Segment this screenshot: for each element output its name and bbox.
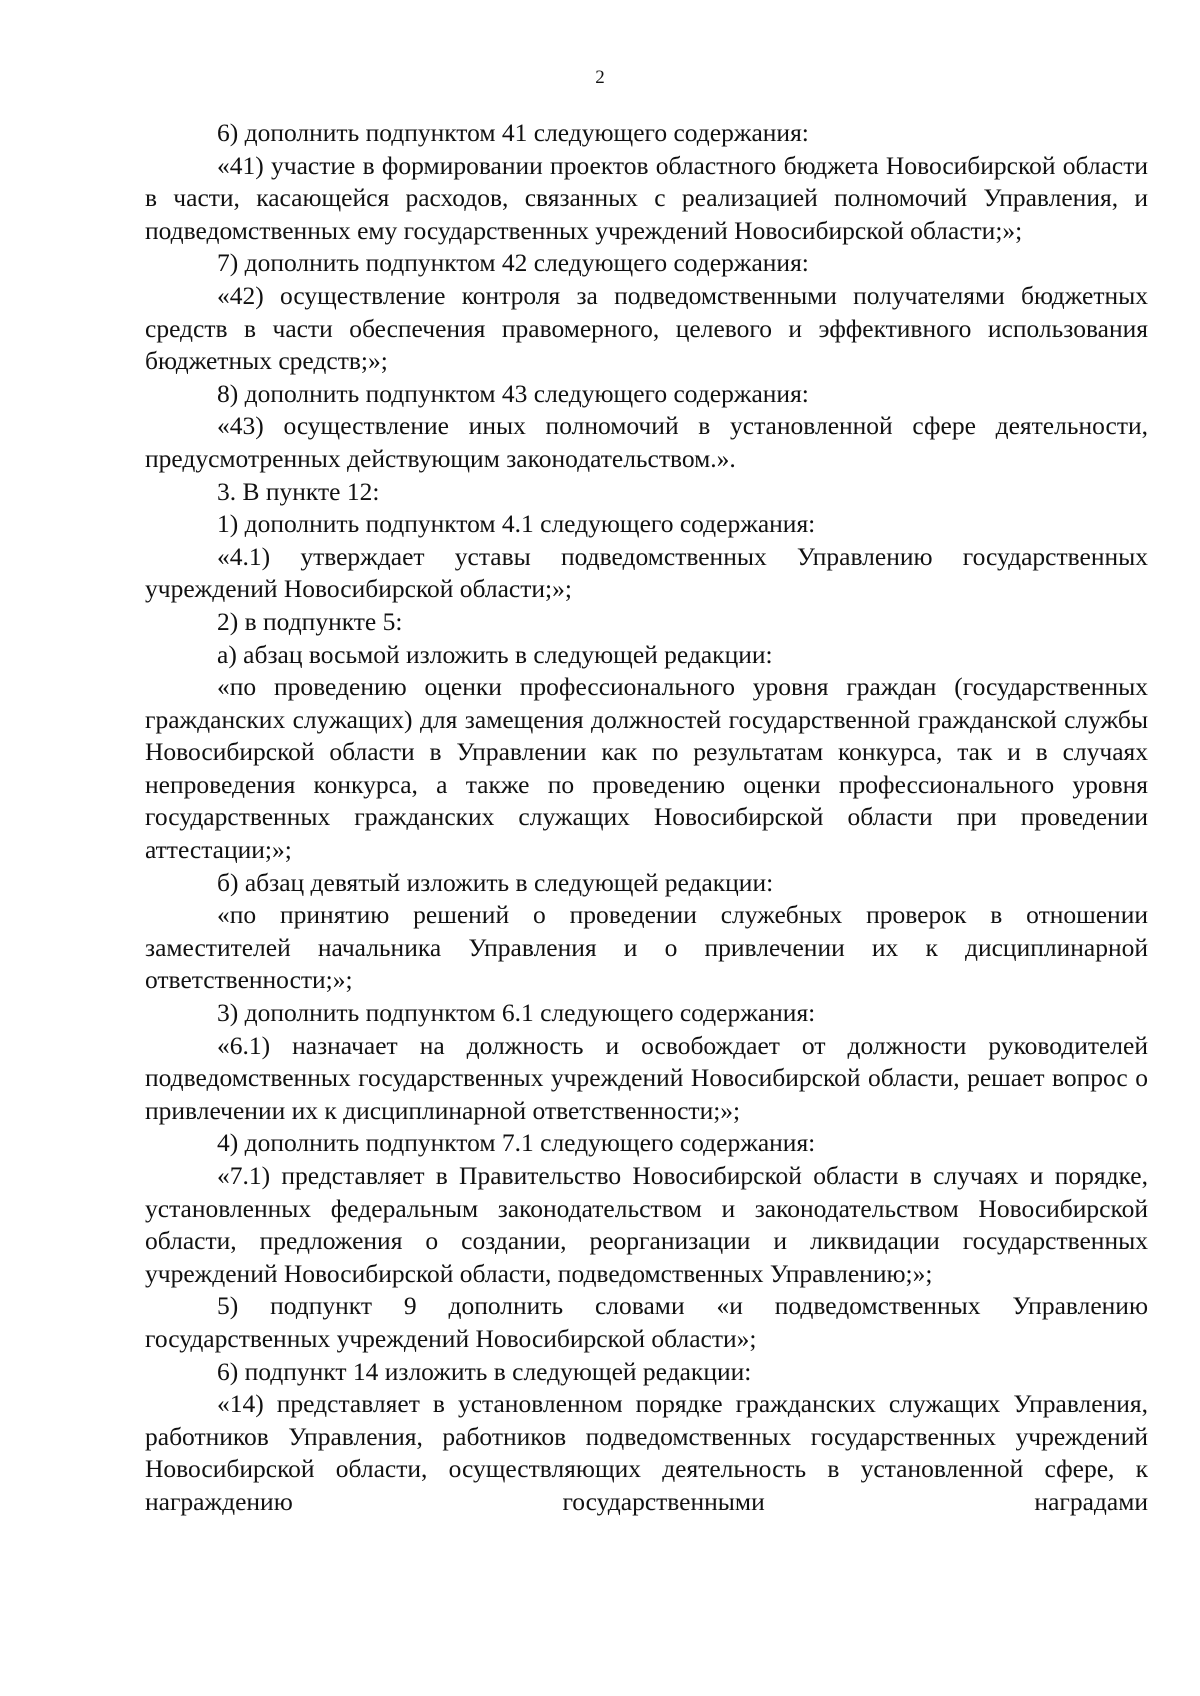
paragraph: «6.1) назначает на должность и освобождает от должности руководителей подведомственных государственных учреждений Новосибирской области, решает вопрос о привлечении их к дисциплинарной ответственности;»; xyxy=(145,1030,1148,1125)
paragraph: 3. В пункте 12: xyxy=(217,476,380,506)
paragraph: 3) дополнить подпунктом 6.1 следующего содержания: xyxy=(217,998,816,1028)
paragraph: 7) дополнить подпунктом 42 следующего содержания: xyxy=(217,248,809,278)
paragraph: «42) осуществление контроля за подведомственными получателями бюджетных средств в части обеспечения правомерного, целевого и эффективного использования бюджетных средств;»; xyxy=(145,280,1148,376)
paragraph: 5) подпункт 9 дополнить словами «и подведомственных Управлению государственных учреждений Новосибирской области»; xyxy=(145,1291,1148,1353)
paragraph: 2) в подпункте 5: xyxy=(217,606,403,636)
paragraph: «14) представляет в установленном порядке гражданских служащих Управления, работников Управления, работников подведомственных государственных учреждений Новосибирской области, осуществляющих деятельность в установленной сфере, к награждению государственными наградами xyxy=(145,1389,1148,1516)
paragraph: «43) осуществление иных полномочий в установленной сфере деятельности, предусмотренных действующим законодательством.». xyxy=(145,411,1148,473)
paragraph: «41) участие в формировании проектов областного бюджета Новосибирской области в части, касающейся расходов, связанных с реализацией полномочий Управления, и подведомственных ему государственных учреждений Новосибирской области;»; xyxy=(145,150,1148,245)
paragraph: 4) дополнить подпунктом 7.1 следующего содержания: xyxy=(217,1128,816,1158)
paragraph: 8) дополнить подпунктом 43 следующего содержания: xyxy=(217,378,809,408)
paragraph: «по проведению оценки профессионального уровня граждан (государственных гражданских служащих) для замещения должностей государственной гражданской службы Новосибирской области в Управлении как по результатам конкурса, так и в случаях непроведения конкурса, а также по проведению оценки профессионального уровня государственных гражданских служащих Новосибирской области при проведении аттестации;»; xyxy=(145,672,1148,865)
paragraph: 1) дополнить подпунктом 4.1 следующего содержания: xyxy=(217,509,816,539)
paragraph: а) абзац восьмой изложить в следующей редакции: xyxy=(217,639,773,669)
page-number: 2 xyxy=(595,67,605,88)
document-body xyxy=(145,117,1148,1519)
paragraph: 6) подпункт 14 изложить в следующей редакции: xyxy=(217,1356,752,1386)
paragraph: «по принятию решений о проведении служебных проверок в отношении заместителей начальника Управления и о привлечении их к дисциплинарной ответственности;»; xyxy=(145,900,1148,995)
paragraph: 6) дополнить подпунктом 41 следующего содержания: xyxy=(217,118,809,147)
paragraph: б) абзац девятый изложить в следующей редакции: xyxy=(217,867,774,897)
paragraph: «7.1) представляет в Правительство Новосибирской области в случаях и порядке, установленных федеральным законодательством и законодательством Новосибирской области, предложения о создании, реорганизации и ликвидации государственных учреждений Новосибирской области, подведомственных Управлению;»; xyxy=(145,1161,1148,1288)
paragraph: «4.1) утверждает уставы подведомственных Управлению государственных учреждений Новосибирской области;»; xyxy=(145,541,1148,604)
